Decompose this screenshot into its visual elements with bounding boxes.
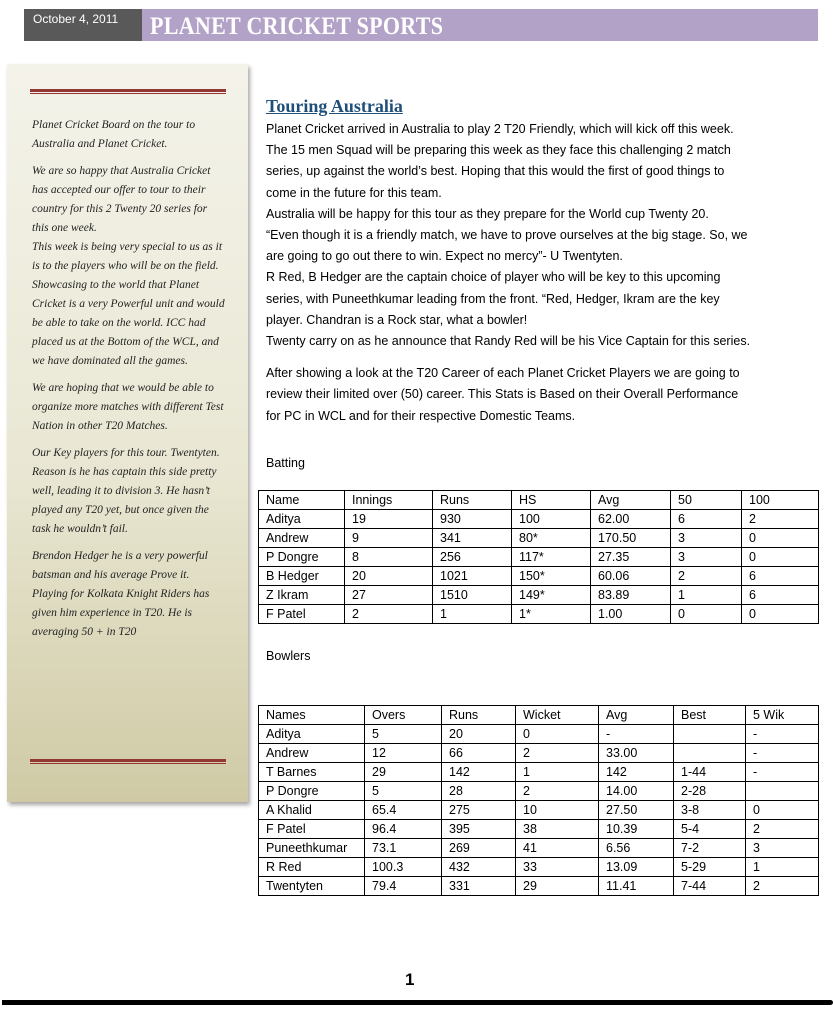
bowling-header-cell: Avg [599, 706, 674, 725]
bowling-header-cell: Best [674, 706, 746, 725]
bowling-cell: 142 [442, 763, 516, 782]
article-line: Australia will be happy for this tour as they prepare for the World cup Twenty 20. [266, 206, 709, 221]
batting-cell: 117* [512, 548, 591, 567]
sidebar-bottom-rule [30, 759, 226, 764]
batting-cell: 80* [512, 529, 591, 548]
bowling-cell: 33.00 [599, 744, 674, 763]
bowling-cell: Andrew [259, 744, 365, 763]
article-line: series, with Puneethkumar leading from the front. “Red, Hedger, Ikram are the key [266, 291, 720, 306]
bowling-cell: 395 [442, 820, 516, 839]
bowling-cell: 96.4 [365, 820, 442, 839]
table-row [259, 529, 819, 548]
bowling-cell: Twentyten [259, 877, 365, 896]
bowling-cell: 29 [365, 763, 442, 782]
article-line: review their limited over (50) career. This Stats is Based on their Overall Performance [266, 387, 739, 402]
batting-cell: B Hedger [259, 567, 345, 586]
batting-cell: 60.06 [591, 567, 671, 586]
bowling-cell [746, 782, 819, 801]
bowling-cell: 100.3 [365, 858, 442, 877]
bowling-cell: 33 [516, 858, 599, 877]
bowling-header-cell: 5 Wik [746, 706, 819, 725]
batting-cell: 0 [671, 605, 742, 624]
table-row [259, 801, 819, 820]
article-body [266, 119, 818, 427]
table-row [259, 858, 819, 877]
batting-header-cell: Avg [591, 491, 671, 510]
batting-table-body [259, 491, 819, 624]
article-line: series, up against the world’s best. Hoping that this would the first of good things to [266, 164, 725, 179]
batting-cell: 1* [512, 605, 591, 624]
batting-cell: 256 [433, 548, 512, 567]
bowling-cell: 432 [442, 858, 516, 877]
batting-cell: P Dongre [259, 548, 345, 567]
bowling-cell: A Khalid [259, 801, 365, 820]
batting-cell: 20 [345, 567, 433, 586]
table-row [259, 605, 819, 624]
batting-cell: 150* [512, 567, 591, 586]
bowling-table-body [259, 706, 819, 896]
batting-cell: 2 [345, 605, 433, 624]
batting-cell: 0 [742, 548, 819, 567]
bowling-cell: - [746, 763, 819, 782]
batting-table [258, 490, 819, 624]
sidebar-text [32, 116, 226, 642]
bowling-cell: 11.41 [599, 877, 674, 896]
batting-cell: 62.00 [591, 510, 671, 529]
bowling-cell: 3-8 [674, 801, 746, 820]
batting-header-cell: Runs [433, 491, 512, 510]
bowling-cell: 5-29 [674, 858, 746, 877]
article-line: “Even though it is a friendly match, we have to prove ourselves at the big stage. So, we [266, 228, 748, 243]
batting-header-cell: HS [512, 491, 591, 510]
bowling-cell: T Barnes [259, 763, 365, 782]
bowling-cell: 12 [365, 744, 442, 763]
bowling-cell: 27.50 [599, 801, 674, 820]
batting-header-cell: 100 [742, 491, 819, 510]
batting-cell: 1.00 [591, 605, 671, 624]
batting-cell: Andrew [259, 529, 345, 548]
batting-cell: 6 [671, 510, 742, 529]
bowling-cell: Aditya [259, 725, 365, 744]
bowling-cell: 29 [516, 877, 599, 896]
bowling-cell: - [746, 725, 819, 744]
bowling-cell [674, 725, 746, 744]
bowling-cell: 1 [516, 763, 599, 782]
article-line: Twenty carry on as he announce that Randy Red will be his Vice Captain for this series. [266, 334, 751, 349]
bowling-cell: Puneethkumar [259, 839, 365, 858]
batting-cell: 1 [671, 586, 742, 605]
bowling-cell: 13.09 [599, 858, 674, 877]
sidebar-paragraph: Brendon Hedger he is a very powerful batsman and his average Prove it. Playing for Kolkata Knight Riders has given him experience in T20. He is averaging 50 + in T20 [32, 550, 210, 638]
bowling-cell: 10.39 [599, 820, 674, 839]
bowling-cell: 2-28 [674, 782, 746, 801]
bowling-cell: F Patel [259, 820, 365, 839]
batting-cell: 0 [742, 529, 819, 548]
article-line: Planet Cricket arrived in Australia to play 2 T20 Friendly, which will kick off this week. [266, 122, 734, 136]
bowling-cell: 2 [516, 744, 599, 763]
article-line: After showing a look at the T20 Career of each Planet Cricket Players we are going to [266, 366, 740, 381]
article-line: are going to go out there to win. Expect no mercy”- U Twentyten. [266, 249, 623, 264]
table-row [259, 744, 819, 763]
footer-rule [2, 1000, 833, 1005]
batting-cell: 170.50 [591, 529, 671, 548]
bowling-cell: 38 [516, 820, 599, 839]
bowling-cell: 2 [746, 877, 819, 896]
bowling-cell: 65.4 [365, 801, 442, 820]
batting-header-row [259, 491, 819, 510]
table-row [259, 763, 819, 782]
bowling-header-cell: Runs [442, 706, 516, 725]
batting-cell: 1510 [433, 586, 512, 605]
bowling-cell: 269 [442, 839, 516, 858]
page-number: 1 [405, 970, 415, 989]
batting-cell: 2 [671, 567, 742, 586]
table-row [259, 548, 819, 567]
bowling-cell: - [746, 744, 819, 763]
batting-cell: 6 [742, 586, 819, 605]
newsletter-title [142, 9, 818, 41]
bowling-cell: 41 [516, 839, 599, 858]
batting-cell: 27.35 [591, 548, 671, 567]
batting-cell: F Patel [259, 605, 345, 624]
batting-cell: 2 [742, 510, 819, 529]
sidebar-panel [7, 64, 248, 802]
batting-cell: 341 [433, 529, 512, 548]
bowling-cell: 5-4 [674, 820, 746, 839]
bowling-cell: 1 [746, 858, 819, 877]
table-row [259, 725, 819, 744]
batting-cell: 83.89 [591, 586, 671, 605]
bowling-cell [674, 744, 746, 763]
bowling-cell: 5 [365, 782, 442, 801]
sidebar-paragraph: We are so happy that Australia Cricket has accepted our offer to tour to their country for this 2 Twenty 20 series for this one week. [32, 165, 211, 234]
bowling-cell: 79.4 [365, 877, 442, 896]
batting-cell: 1021 [433, 567, 512, 586]
bowling-cell: 0 [746, 801, 819, 820]
batting-cell: 9 [345, 529, 433, 548]
bowlers-label: Bowlers [266, 649, 311, 663]
bowling-cell: - [599, 725, 674, 744]
batting-header-cell: Innings [345, 491, 433, 510]
bowling-cell: 73.1 [365, 839, 442, 858]
bowling-cell: 275 [442, 801, 516, 820]
bowling-cell: 2 [746, 820, 819, 839]
bowling-header-row [259, 706, 819, 725]
article [266, 95, 818, 427]
batting-cell: 930 [433, 510, 512, 529]
batting-cell: 3 [671, 529, 742, 548]
bowling-cell: 14.00 [599, 782, 674, 801]
batting-header-cell: Name [259, 491, 345, 510]
table-row [259, 839, 819, 858]
bowling-cell: 331 [442, 877, 516, 896]
batting-cell: 6 [742, 567, 819, 586]
bowling-table [258, 705, 819, 896]
issue-date: October 4, 2011 [24, 9, 142, 41]
batting-cell: 3 [671, 548, 742, 567]
batting-header-cell: 50 [671, 491, 742, 510]
sidebar-paragraph: Planet Cricket Board on the tour to Australia and Planet Cricket. [32, 119, 196, 150]
bowling-cell: 10 [516, 801, 599, 820]
bowling-cell: 7-44 [674, 877, 746, 896]
batting-cell: 100 [512, 510, 591, 529]
article-line: The 15 men Squad will be preparing this week as they face this challenging 2 match [266, 143, 731, 158]
batting-cell: 8 [345, 548, 433, 567]
bowling-cell: 3 [746, 839, 819, 858]
sidebar-paragraph: We are hoping that we would be able to organize more matches with different Test Nation in other T20 Matches. [32, 382, 224, 432]
bowling-cell: 6.56 [599, 839, 674, 858]
article-title: Touring Australia [266, 96, 403, 116]
table-row [259, 586, 819, 605]
table-row [259, 567, 819, 586]
bowling-cell: 1-44 [674, 763, 746, 782]
bowling-header-cell: Wicket [516, 706, 599, 725]
batting-label: Batting [266, 456, 305, 470]
batting-cell: 19 [345, 510, 433, 529]
bowling-cell: 66 [442, 744, 516, 763]
bowling-cell: R Red [259, 858, 365, 877]
article-line: for PC in WCL and for their respective Domestic Teams. [266, 408, 576, 423]
sidebar-top-rule [30, 89, 226, 94]
batting-cell: 1 [433, 605, 512, 624]
table-row [259, 820, 819, 839]
newsletter-title-text: PLANET CRICKET SPORTS [150, 11, 444, 40]
batting-cell: 27 [345, 586, 433, 605]
bowling-cell: 0 [516, 725, 599, 744]
article-line: player. Chandran is a Rock star, what a bowler! [266, 312, 528, 327]
bowling-cell: 5 [365, 725, 442, 744]
table-row [259, 877, 819, 896]
batting-cell: 149* [512, 586, 591, 605]
article-line: R Red, B Hedger are the captain choice of player who will be key to this upcoming [266, 270, 721, 285]
batting-cell: Z Ikram [259, 586, 345, 605]
table-row [259, 782, 819, 801]
bowling-cell: P Dongre [259, 782, 365, 801]
sidebar-paragraph: This week is being very special to us as it is to the players who will be on the field. Showcasing to the world that Planet Cricket is a very Powerful unit and would be able to take on the world. ICC had placed us at the Bottom of the WCL, and we have dominated all the games. [32, 241, 225, 367]
bowling-header-cell: Overs [365, 706, 442, 725]
bowling-cell: 2 [516, 782, 599, 801]
sidebar-paragraph: Our Key players for this tour. Twentyten. Reason is he has captain this side pretty well, leading it to division 3. He hasn’t played any T20 yet, but once given the task he wouldn’t fail. [32, 447, 220, 535]
bowling-cell: 20 [442, 725, 516, 744]
bowling-cell: 28 [442, 782, 516, 801]
batting-cell: Aditya [259, 510, 345, 529]
article-line: come in the future for this team. [266, 185, 442, 200]
bowling-cell: 142 [599, 763, 674, 782]
table-row [259, 510, 819, 529]
batting-cell: 0 [742, 605, 819, 624]
bowling-cell: 7-2 [674, 839, 746, 858]
bowling-header-cell: Names [259, 706, 365, 725]
